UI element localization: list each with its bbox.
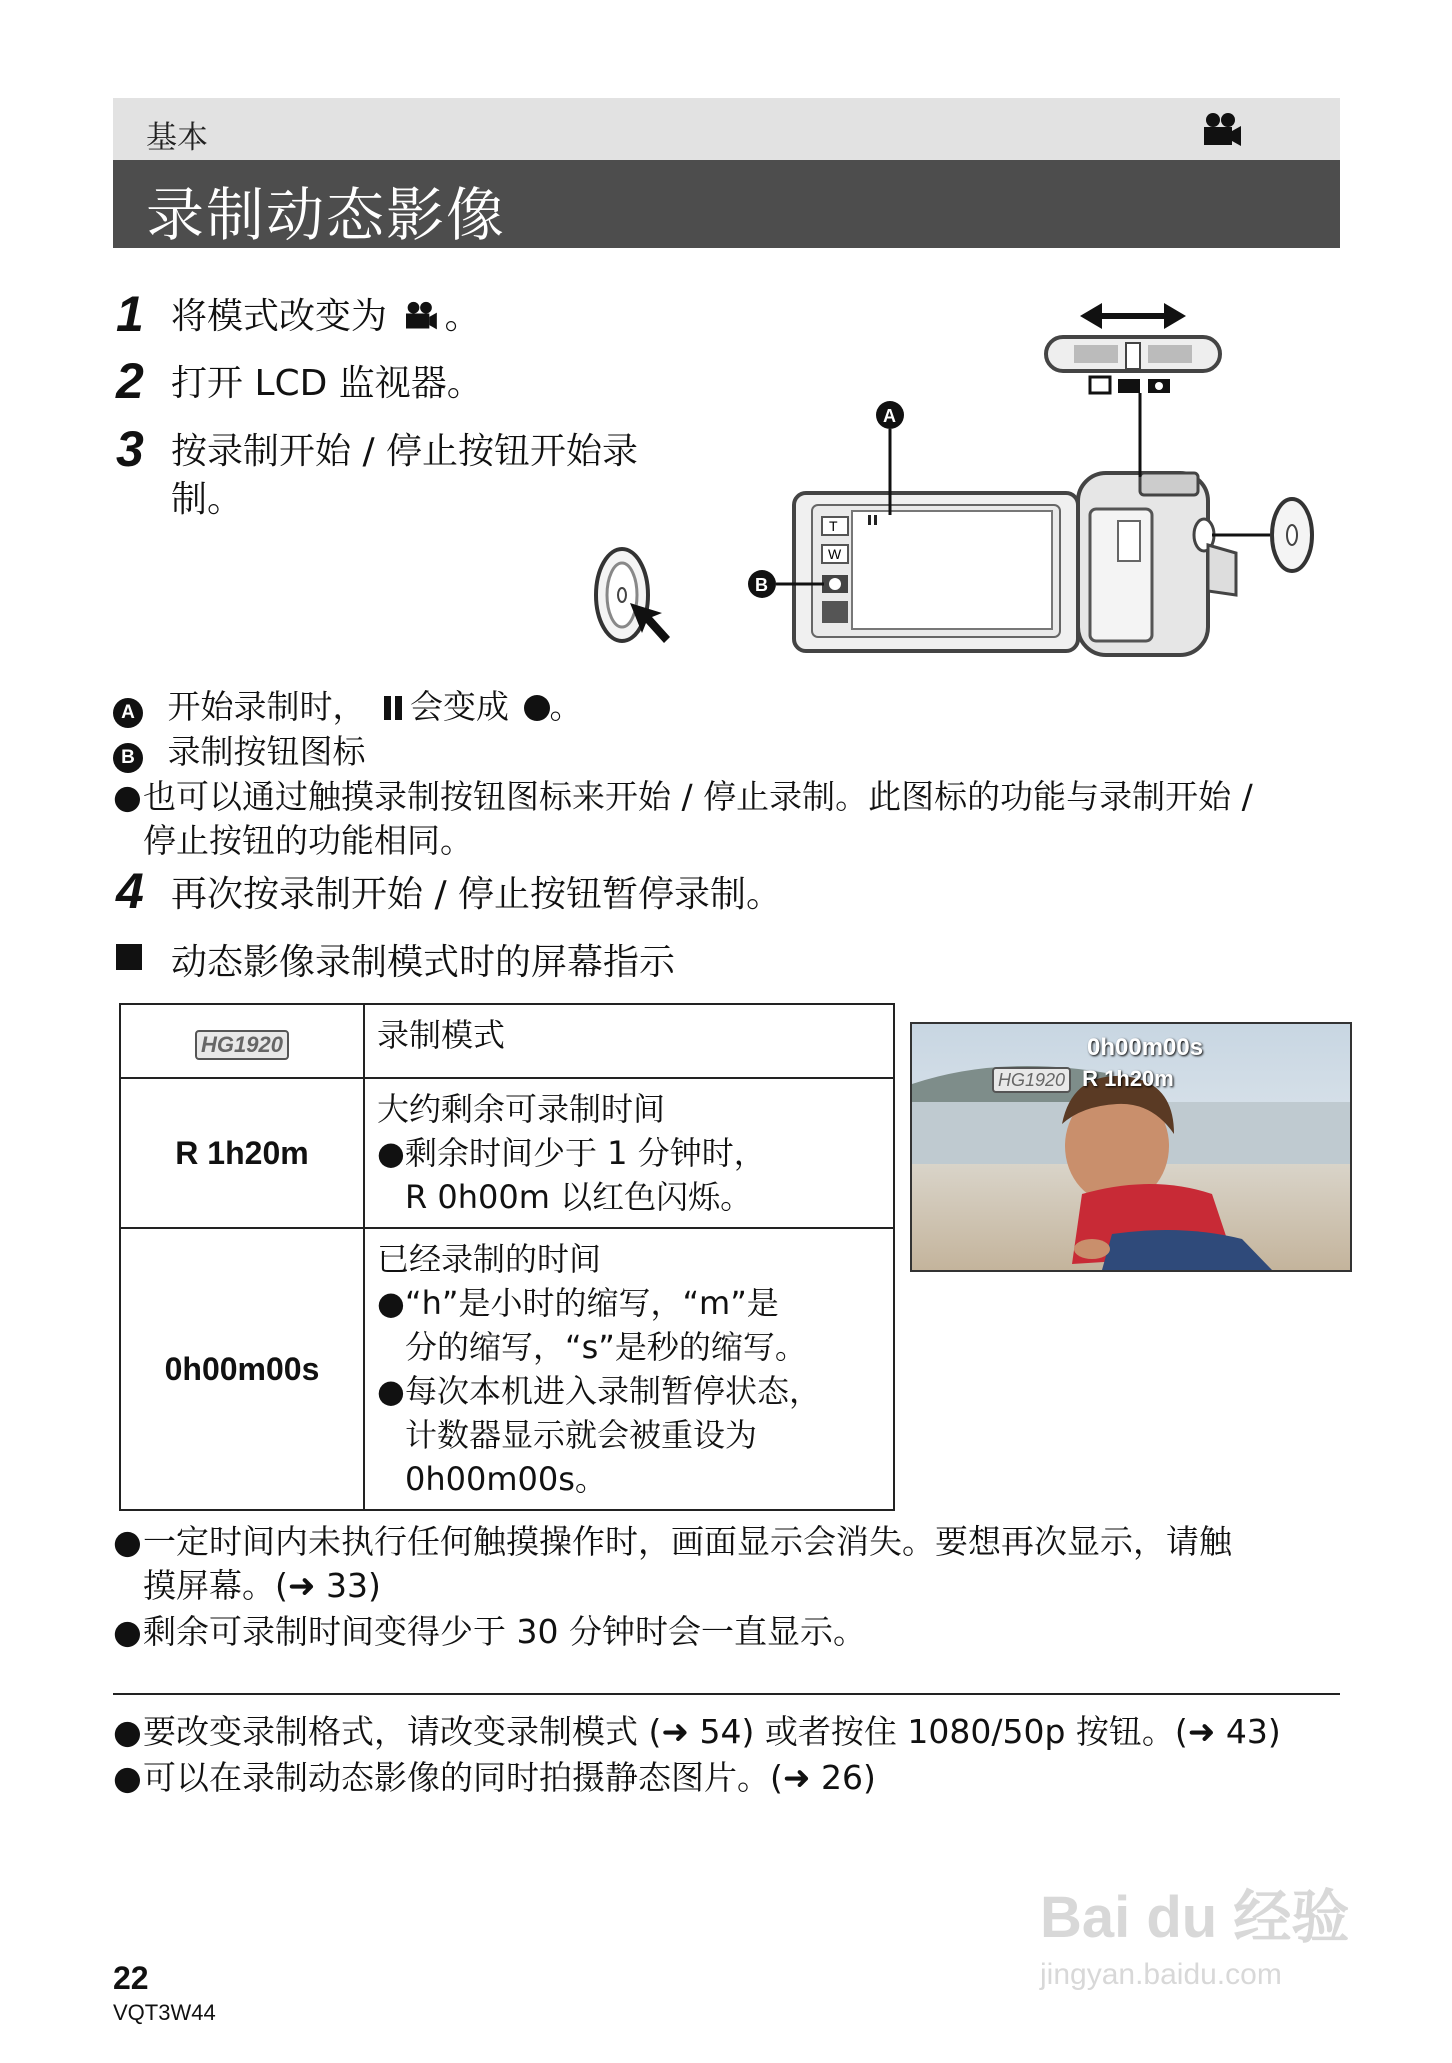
step-1-suffix: 。 (444, 296, 481, 337)
subnote-line: 0h00m00s。 (405, 1460, 607, 1498)
mode-dial (1046, 337, 1220, 371)
pause-icon (384, 687, 402, 731)
photo-overlay-row (992, 1066, 1174, 1093)
watermark-url: jingyan.baidu.com (1040, 1958, 1282, 1991)
table-subnote: ● 剩余时间少于 1 分钟时， R 0h00m 以红色闪烁。 (377, 1131, 881, 1219)
table-subnote: ● 每次本机进入录制暂停状态， 计数器显示就会被重设为 0h00m00s。 (377, 1369, 881, 1501)
note-a-mid: 会变成 (410, 687, 509, 726)
movie-camera-icon (1202, 112, 1242, 148)
lcd-button-w: W (828, 546, 842, 562)
bottom-note-1-line1: 一定时间内未执行任何触摸操作时，画面显示会消失。要想再次显示，请触 (143, 1522, 1232, 1561)
label-a: A (883, 406, 896, 426)
divider (113, 1693, 1340, 1695)
table-key (120, 1004, 364, 1078)
table-row (120, 1228, 894, 1510)
camera-diagram (580, 295, 1340, 675)
step-3 (171, 428, 638, 524)
note-b (113, 730, 366, 774)
bottom-note-2-text: 剩余可录制时间变得少于 30 分钟时会一直显示。 (143, 1612, 866, 1651)
table-desc: 录制模式 (364, 1004, 894, 1078)
hg1920-badge: HG1920 (992, 1067, 1071, 1093)
lcd-button-t: T (829, 518, 838, 534)
label-a-badge: A (113, 698, 143, 728)
step-number: 3 (116, 421, 144, 477)
recording-screen-photo (910, 1022, 1352, 1272)
step-1-text: 将模式改变为 (171, 296, 388, 337)
bottom-note-3-text: 要改变录制格式，请改变录制模式 (➜ 54) 或者按住 1080/50p 按钮。(➜ 43) (143, 1712, 1281, 1751)
lcd-monitor (794, 493, 1078, 651)
label-b-badge: B (113, 743, 143, 773)
step-4: 再次按录制开始 / 停止按钮暂停录制。 (171, 874, 783, 915)
mode-icons (1090, 377, 1170, 393)
table-key: R 1h20m (120, 1078, 364, 1228)
step-number: 2 (116, 353, 144, 409)
table-row (120, 1004, 894, 1078)
step-number: 1 (116, 286, 144, 342)
note-bullet-1: ● 也可以通过触摸录制按钮图标来开始 / 停止录制。此图标的功能与录制开始 / 停止按钮的功能相同。 (113, 775, 1343, 863)
subnote-line: 计数器显示就会被重设为 (405, 1416, 758, 1454)
bottom-note-1-line2: 摸屏幕。(➜ 33) (143, 1566, 381, 1605)
movie-camera-icon (404, 301, 438, 331)
record-dot-icon (524, 695, 550, 721)
remaining-time-readout: R 1h20m (1082, 1066, 1174, 1091)
subnote-line: 分的缩写，“s”是秒的缩写。 (405, 1328, 807, 1366)
watermark-brand: Bai du 经验 (1040, 1885, 1350, 1950)
screen-section-heading: 动态影像录制模式时的屏幕指示 (171, 942, 676, 983)
subnote-line: R 0h00m 以红色闪烁。 (405, 1178, 753, 1216)
bottom-note-1: ● 一定时间内未执行任何触摸操作时，画面显示会消失。要想再次显示，请触 摸屏幕。(➜ 33) (113, 1520, 1343, 1608)
table-desc: 大约剩余可录制时间 (377, 1090, 666, 1128)
note-a (113, 685, 583, 731)
page-title: 录制动态影像 (146, 181, 507, 249)
step-3-line2: 制。 (171, 479, 244, 520)
square-bullet-icon (116, 944, 142, 970)
indicator-table (119, 1003, 895, 1511)
subnote-line: 每次本机进入录制暂停状态， (405, 1372, 822, 1410)
bottom-note-3: ● 要改变录制格式，请改变录制模式 (➜ 54) 或者按住 1080/50p 按钮。(➜ 43) (113, 1710, 1343, 1754)
table-row (120, 1078, 894, 1228)
left-right-arrow-icon (1080, 303, 1186, 329)
section-bar (113, 98, 1340, 160)
note-b-text: 录制按钮图标 (167, 732, 366, 771)
table-subnote: ● “h”是小时的缩写，“m”是 分的缩写，“s”是秒的缩写。 (377, 1281, 881, 1369)
note-a-prefix: 开始录制时， (167, 687, 366, 726)
table-key: 0h00m00s (120, 1228, 364, 1510)
step-2: 打开 LCD 监视器。 (171, 363, 483, 404)
document-code: VQT3W44 (113, 2000, 216, 2025)
step-3-line1: 按录制开始 / 停止按钮开始录 (171, 431, 639, 472)
subnote-line: “h”是小时的缩写，“m”是 (405, 1284, 779, 1322)
table-desc-cell (364, 1078, 894, 1228)
table-desc: 已经录制的时间 (377, 1240, 602, 1278)
step-number: 4 (116, 863, 144, 919)
section-label: 基本 (146, 120, 208, 156)
bottom-note-4: ● 可以在录制动态影像的同时拍摄静态图片。(➜ 26) (113, 1756, 1343, 1800)
label-b: B (755, 575, 768, 595)
note-bullet-1-line2: 停止按钮的功能相同。 (143, 821, 473, 860)
page-number: 22 (113, 1960, 149, 1996)
table-desc-cell (364, 1228, 894, 1510)
subnote-line: 剩余时间少于 1 分钟时， (405, 1134, 766, 1172)
step-1 (171, 293, 480, 341)
note-bullet-1-line1: 也可以通过触摸录制按钮图标来开始 / 停止录制。此图标的功能与录制开始 / (143, 777, 1253, 816)
camera-body (1078, 473, 1236, 655)
note-a-suffix: 。 (549, 687, 583, 726)
hg1920-badge: HG1920 (195, 1030, 289, 1060)
elapsed-time-readout: 0h00m00s (1087, 1034, 1204, 1061)
bottom-note-4-text: 可以在录制动态影像的同时拍摄静态图片。(➜ 26) (143, 1758, 876, 1797)
bottom-note-2: ● 剩余可录制时间变得少于 30 分钟时会一直显示。 (113, 1610, 1343, 1654)
